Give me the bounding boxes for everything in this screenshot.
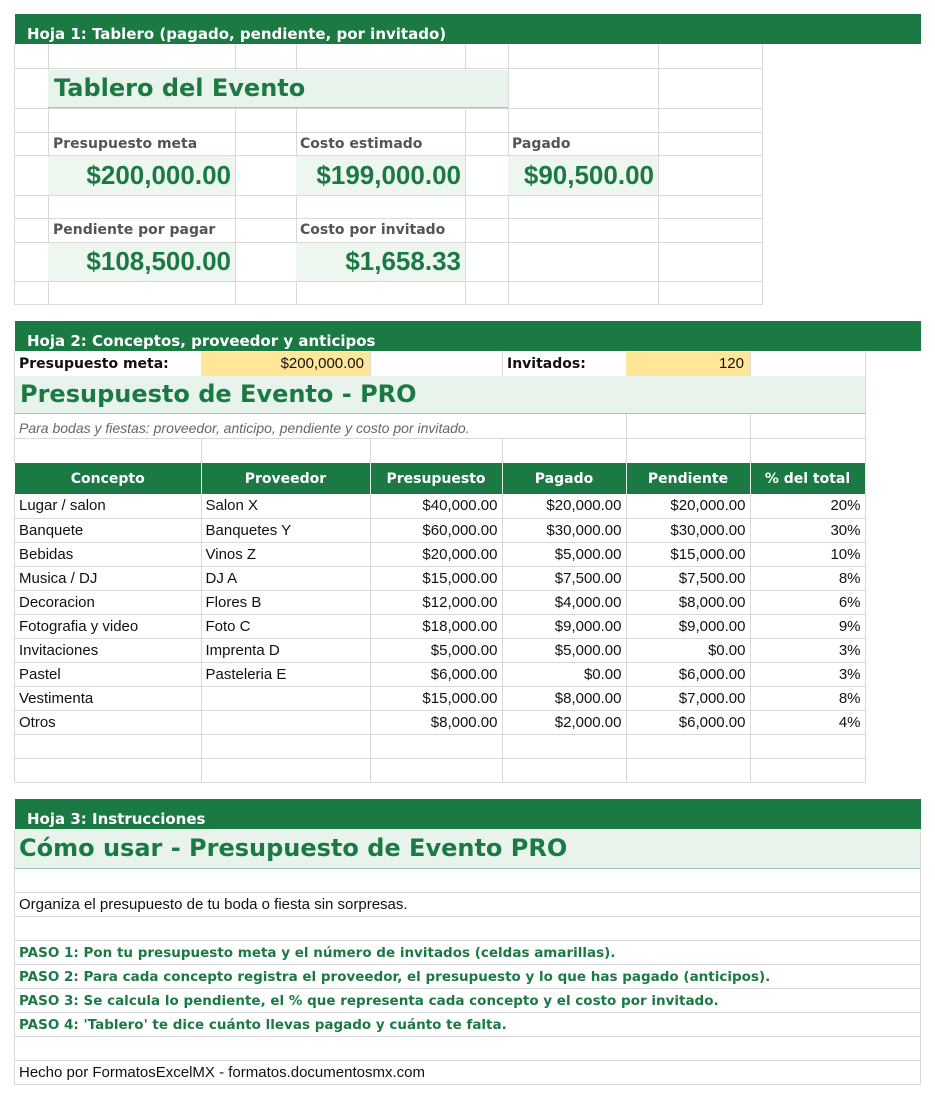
instruction-step-2: PASO 2: Para cada concepto registra el proveedor, el presupuesto y lo que has pagado (anticipos). xyxy=(19,969,771,985)
kpi-value-pendiente[interactable]: $108,500.00 xyxy=(86,246,231,276)
cell-pagado[interactable]: $0.00 xyxy=(502,662,626,686)
table-row xyxy=(15,542,865,566)
instructions-intro: Organiza el presupuesto de tu boda o fiesta sin sorpresas. xyxy=(19,896,408,913)
cell-pagado[interactable]: $2,000.00 xyxy=(502,710,626,734)
cell-concepto[interactable]: Lugar / salon xyxy=(15,494,201,518)
instructions-title: Cómo usar - Presupuesto de Evento PRO xyxy=(19,834,568,862)
instruction-step-4: PASO 4: 'Tablero' te dice cuánto llevas pagado y cuánto te falta. xyxy=(19,1017,507,1033)
cell-pendiente[interactable]: $6,000.00 xyxy=(626,662,750,686)
table-row xyxy=(15,518,865,542)
cell-pendiente[interactable]: $0.00 xyxy=(626,638,750,662)
cell-porcentaje[interactable]: 20% xyxy=(750,494,865,518)
empty-cell[interactable] xyxy=(626,758,750,782)
column-header-proveedor[interactable]: Proveedor xyxy=(201,463,370,494)
cell-porcentaje[interactable]: 9% xyxy=(750,614,865,638)
cell-porcentaje[interactable]: 8% xyxy=(750,566,865,590)
cell-presupuesto[interactable]: $5,000.00 xyxy=(370,638,502,662)
cell-porcentaje[interactable]: 10% xyxy=(750,542,865,566)
cell-pendiente[interactable]: $9,000.00 xyxy=(626,614,750,638)
cell-proveedor[interactable]: Banquetes Y xyxy=(201,518,370,542)
cell-pendiente[interactable]: $15,000.00 xyxy=(626,542,750,566)
dashboard-title: Tablero del Evento xyxy=(54,74,306,102)
instruction-step-1: PASO 1: Pon tu presupuesto meta y el número de invitados (celdas amarillas). xyxy=(19,945,616,961)
table-row xyxy=(15,494,865,518)
cell-concepto[interactable]: Banquete xyxy=(15,518,201,542)
cell-presupuesto[interactable]: $15,000.00 xyxy=(370,686,502,710)
cell-concepto[interactable]: Otros xyxy=(15,710,201,734)
cell-porcentaje[interactable]: 8% xyxy=(750,686,865,710)
cell-presupuesto[interactable]: $40,000.00 xyxy=(370,494,502,518)
cell-pagado[interactable]: $5,000.00 xyxy=(502,638,626,662)
cell-pendiente[interactable]: $8,000.00 xyxy=(626,590,750,614)
empty-cell[interactable] xyxy=(750,758,865,782)
empty-cell[interactable] xyxy=(626,734,750,758)
cell-pagado[interactable]: $7,500.00 xyxy=(502,566,626,590)
empty-cell[interactable] xyxy=(15,734,201,758)
cell-porcentaje[interactable]: 3% xyxy=(750,638,865,662)
cell-porcentaje[interactable]: 6% xyxy=(750,590,865,614)
cell-proveedor[interactable]: Pasteleria E xyxy=(201,662,370,686)
budget-title: Presupuesto de Evento - PRO xyxy=(20,380,417,408)
cell-concepto[interactable]: Vestimenta xyxy=(15,686,201,710)
cell-concepto[interactable]: Invitaciones xyxy=(15,638,201,662)
table-row xyxy=(15,710,865,734)
kpi-label-pagado: Pagado xyxy=(512,136,571,152)
cell-proveedor[interactable]: DJ A xyxy=(201,566,370,590)
column-header-concepto[interactable]: Concepto xyxy=(15,463,201,494)
sheet3-header-text: Hoja 3: Instrucciones xyxy=(27,810,206,828)
cell-presupuesto[interactable]: $15,000.00 xyxy=(370,566,502,590)
cell-pendiente[interactable]: $30,000.00 xyxy=(626,518,750,542)
table-row xyxy=(15,686,865,710)
cell-presupuesto[interactable]: $20,000.00 xyxy=(370,542,502,566)
cell-proveedor[interactable]: Foto C xyxy=(201,614,370,638)
empty-row xyxy=(15,734,865,758)
cell-pagado[interactable]: $4,000.00 xyxy=(502,590,626,614)
cell-concepto[interactable]: Fotografia y video xyxy=(15,614,201,638)
budget-subtitle: Para bodas y fiestas: proveedor, anticipo, pendiente y costo por invitado. xyxy=(19,420,470,436)
kpi-value-costo-estimado[interactable]: $199,000.00 xyxy=(316,160,461,190)
meta-input-cell[interactable]: $200,000.00 xyxy=(201,352,370,376)
table-row xyxy=(15,662,865,686)
guests-label: Invitados: xyxy=(507,356,586,372)
cell-pendiente[interactable]: $7,000.00 xyxy=(626,686,750,710)
kpi-value-costo-por-invitado[interactable]: $1,658.33 xyxy=(345,246,461,276)
cell-concepto[interactable]: Decoracion xyxy=(15,590,201,614)
table-row xyxy=(15,614,865,638)
cell-pagado[interactable]: $8,000.00 xyxy=(502,686,626,710)
cell-concepto[interactable]: Bebidas xyxy=(15,542,201,566)
cell-pagado[interactable]: $9,000.00 xyxy=(502,614,626,638)
sheet3-header xyxy=(15,799,921,829)
empty-cell[interactable] xyxy=(502,734,626,758)
kpi-value-presupuesto-meta[interactable]: $200,000.00 xyxy=(86,160,231,190)
cell-pagado[interactable]: $20,000.00 xyxy=(502,494,626,518)
cell-presupuesto[interactable]: $8,000.00 xyxy=(370,710,502,734)
kpi-value-pagado[interactable]: $90,500.00 xyxy=(523,160,654,190)
empty-cell[interactable] xyxy=(201,758,370,782)
kpi-label-presupuesto-meta: Presupuesto meta xyxy=(53,136,198,152)
column-header-pendiente[interactable]: Pendiente xyxy=(626,463,750,494)
cell-porcentaje[interactable]: 30% xyxy=(750,518,865,542)
cell-pendiente[interactable]: $7,500.00 xyxy=(626,566,750,590)
cell-pagado[interactable]: $30,000.00 xyxy=(502,518,626,542)
table-header-row xyxy=(15,463,865,494)
empty-cell[interactable] xyxy=(370,734,502,758)
cell-pendiente[interactable]: $20,000.00 xyxy=(626,494,750,518)
table-left-border xyxy=(14,494,15,782)
table-row xyxy=(15,590,865,614)
cell-proveedor[interactable] xyxy=(201,686,370,710)
cell-proveedor[interactable] xyxy=(201,710,370,734)
cell-presupuesto[interactable]: $60,000.00 xyxy=(370,518,502,542)
empty-cell[interactable] xyxy=(502,758,626,782)
guests-input-cell[interactable]: 120 xyxy=(626,352,750,376)
table-row xyxy=(15,638,865,662)
sheet2-header xyxy=(15,321,921,351)
kpi-label-costo-por-invitado: Costo por invitado xyxy=(300,222,446,238)
cell-pagado[interactable]: $5,000.00 xyxy=(502,542,626,566)
cell-concepto[interactable]: Pastel xyxy=(15,662,201,686)
column-header-porcentaje[interactable]: % del total xyxy=(750,463,865,494)
kpi-label-pendiente: Pendiente por pagar xyxy=(53,222,216,238)
cell-proveedor[interactable]: Imprenta D xyxy=(201,638,370,662)
column-header-pagado[interactable]: Pagado xyxy=(502,463,626,494)
empty-cell[interactable] xyxy=(201,734,370,758)
cell-presupuesto[interactable]: $6,000.00 xyxy=(370,662,502,686)
sheet1-header-text: Hoja 1: Tablero (pagado, pendiente, por invitado) xyxy=(27,25,447,43)
table-row xyxy=(15,566,865,590)
cell-proveedor[interactable]: Flores B xyxy=(201,590,370,614)
meta-label: Presupuesto meta: xyxy=(19,356,169,372)
empty-cell[interactable] xyxy=(750,734,865,758)
sheet1-header xyxy=(15,14,921,44)
cell-porcentaje[interactable]: 3% xyxy=(750,662,865,686)
column-header-presupuesto[interactable]: Presupuesto xyxy=(370,463,502,494)
empty-row xyxy=(15,758,865,782)
cell-presupuesto[interactable]: $12,000.00 xyxy=(370,590,502,614)
cell-presupuesto[interactable]: $18,000.00 xyxy=(370,614,502,638)
cell-concepto[interactable]: Musica / DJ xyxy=(15,566,201,590)
cell-proveedor[interactable]: Vinos Z xyxy=(201,542,370,566)
kpi-label-costo-estimado: Costo estimado xyxy=(300,136,423,152)
budget-table xyxy=(15,463,866,783)
sheet2-header-text: Hoja 2: Conceptos, proveedor y anticipos xyxy=(27,332,376,350)
empty-cell[interactable] xyxy=(370,758,502,782)
footer-credit: Hecho por FormatosExcelMX - formatos.documentosmx.com xyxy=(19,1064,425,1081)
instruction-step-3: PASO 3: Se calcula lo pendiente, el % que representa cada concepto y el costo por invitado. xyxy=(19,993,719,1009)
cell-porcentaje[interactable]: 4% xyxy=(750,710,865,734)
cell-proveedor[interactable]: Salon X xyxy=(201,494,370,518)
cell-pendiente[interactable]: $6,000.00 xyxy=(626,710,750,734)
empty-cell[interactable] xyxy=(15,758,201,782)
